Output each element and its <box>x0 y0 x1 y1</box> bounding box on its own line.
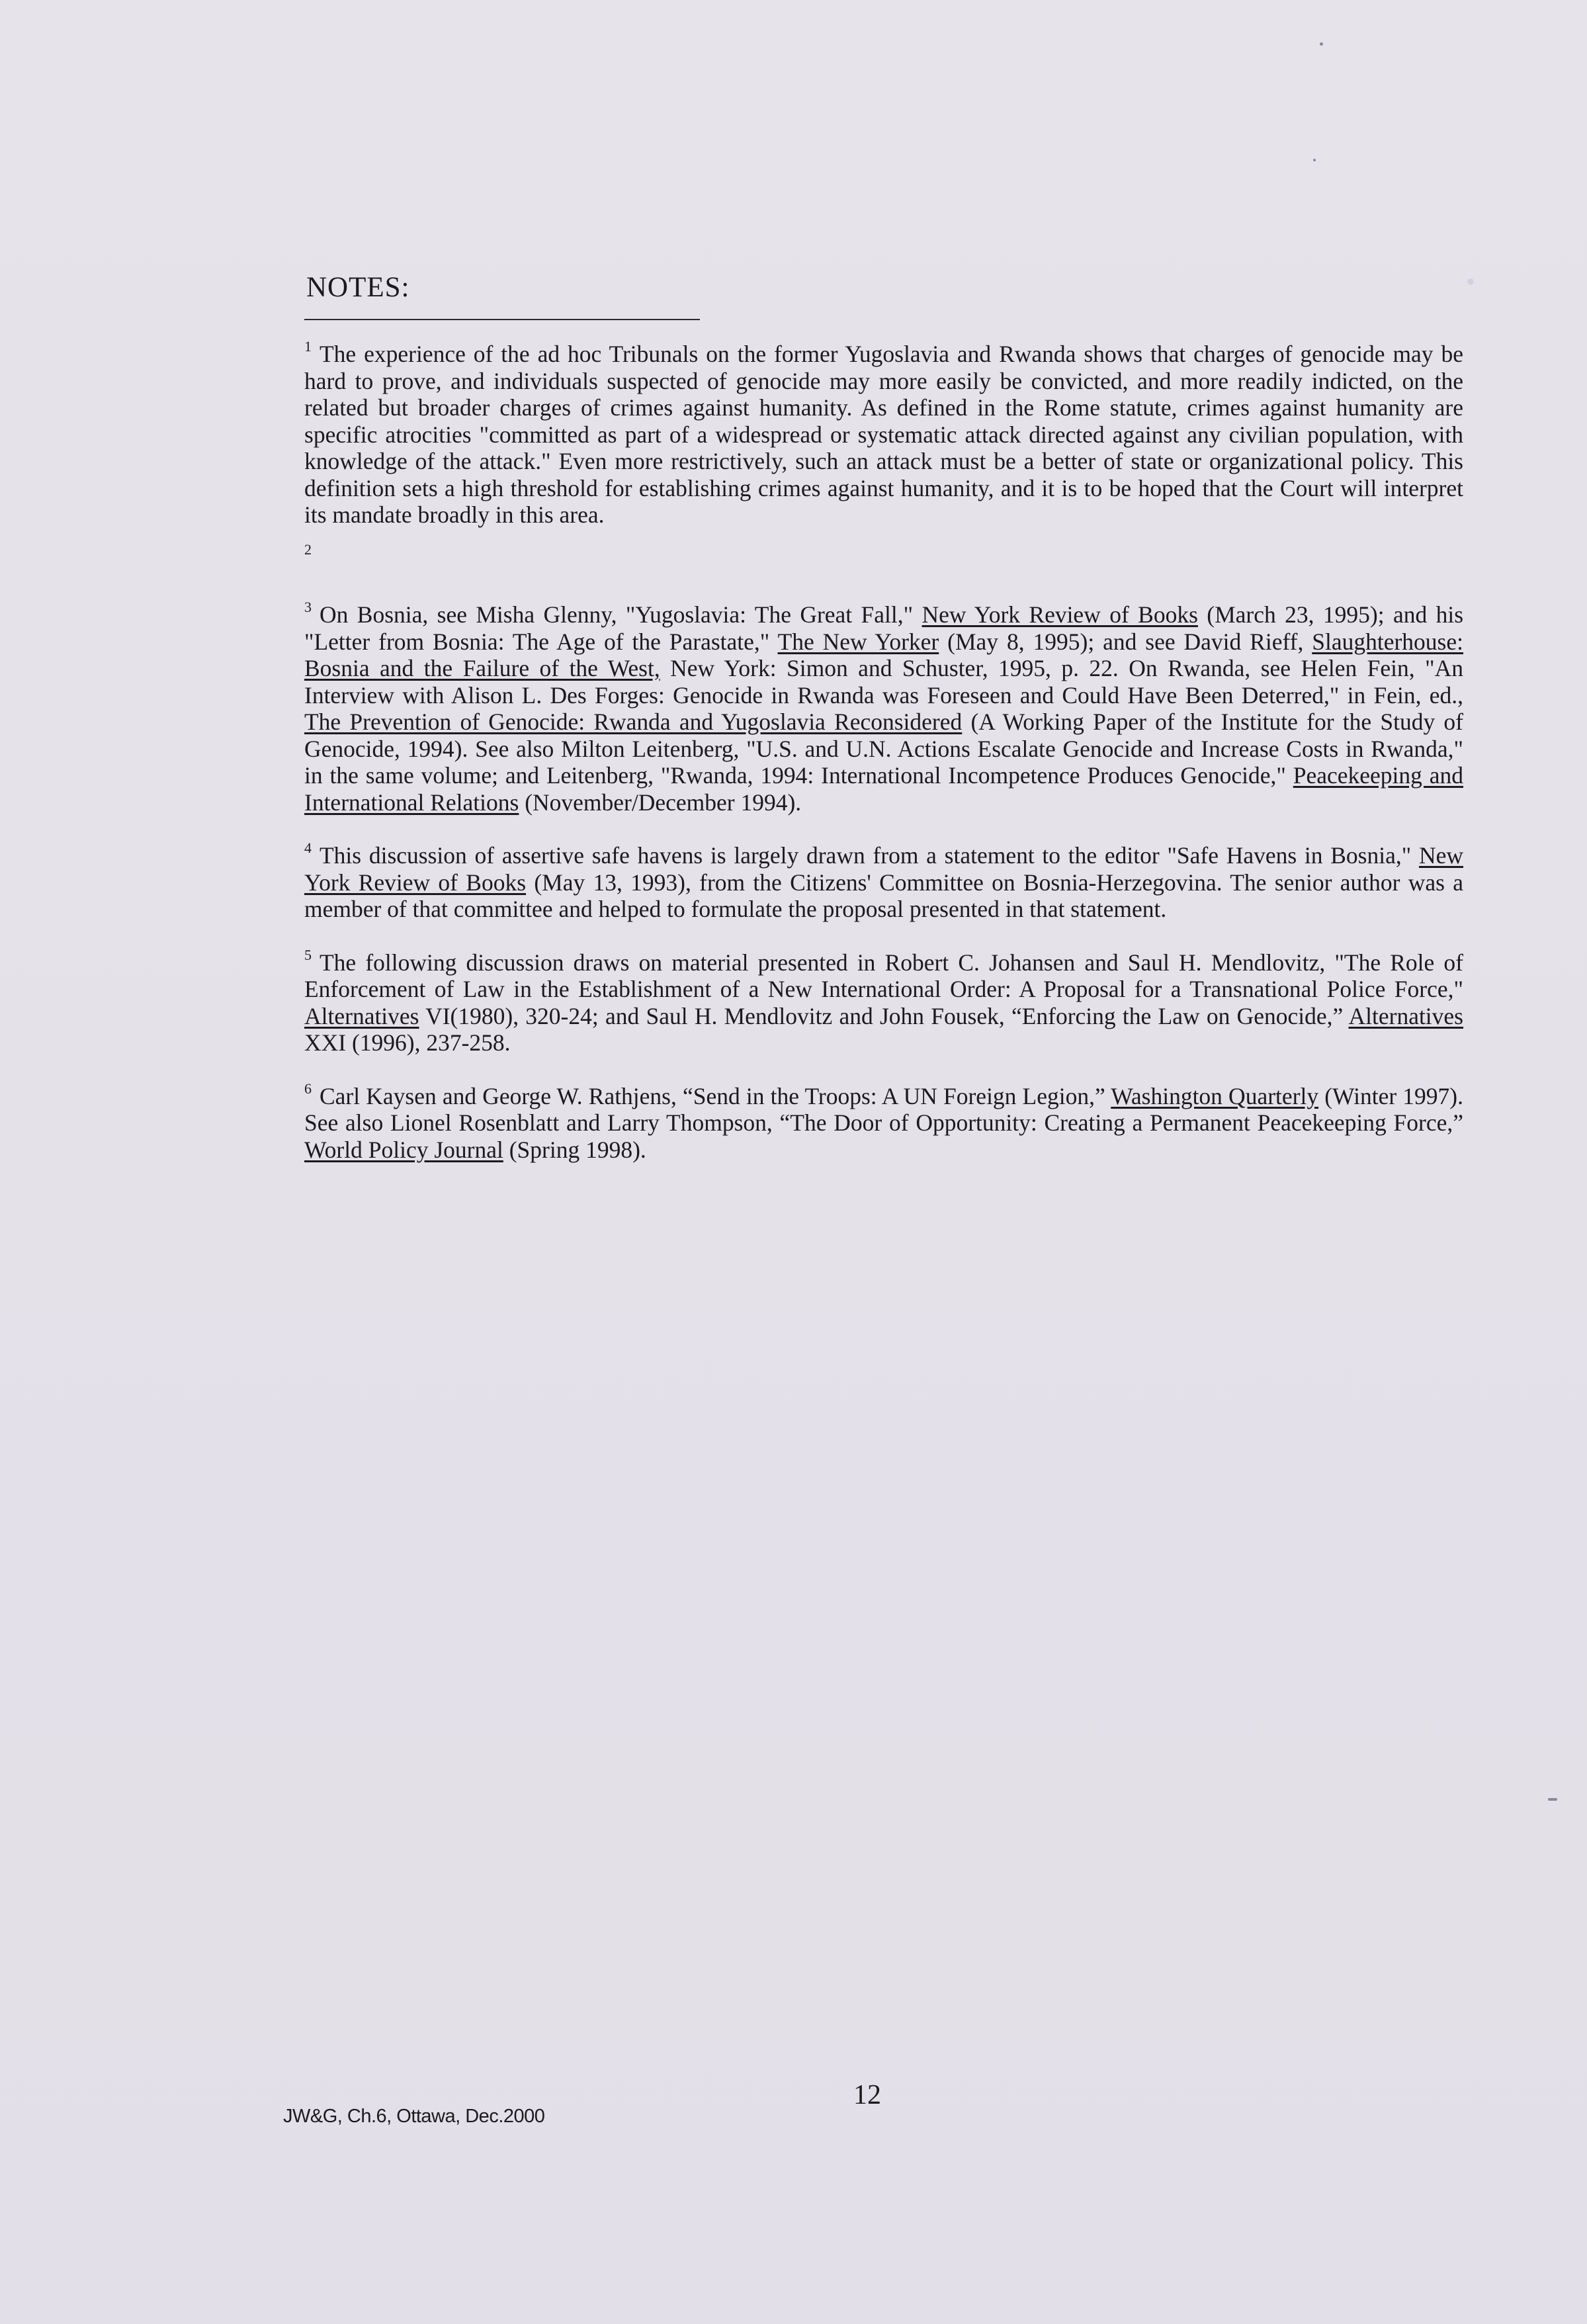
cited-title: Alternatives <box>1348 1002 1463 1029</box>
paper-speck <box>1548 1798 1557 1801</box>
footnote-4 <box>304 839 1463 923</box>
notes-heading: NOTES: <box>306 272 410 303</box>
footnote-3 <box>304 601 1463 816</box>
cited-title: Slaughterhouse: Bosnia and the Failure of the West, <box>304 628 1463 681</box>
cited-title: The New Yorker <box>777 628 939 655</box>
footnote-number: 3 <box>304 599 312 615</box>
cited-title: World Policy Journal <box>304 1136 503 1163</box>
paper-speck <box>1313 159 1316 161</box>
heading-rule <box>304 319 700 320</box>
footnote-1 <box>304 338 1463 529</box>
footnote-text: On Bosnia, see Misha Glenny, "Yugoslavia: The Great Fall," <box>320 601 922 628</box>
footnote-text: (November/December 1994). <box>519 789 802 816</box>
cited-title: New York Review of Books <box>922 601 1198 628</box>
footnote-text: This discussion of assertive safe havens is largely drawn from a statement to the editor "Safe Havens in Bosnia," <box>320 842 1419 869</box>
footnote-text: (March 23, 1995); and his "Letter from Bosnia: The Age of the Parastate," <box>304 601 1464 655</box>
footnote-text: (A Working Paper of the Institute for the Study of Genocide, 1994). See also Milton Leitenberg, "U.S. and U.N. Actions Escalate Genocide and Increase Costs in Rwanda," in the same volume; and Leitenberg, "Rwanda, 1994: International Incompetence Produces Genocide," <box>304 709 1463 789</box>
footnote-text: (Winter 1997). See also Lionel Rosenblatt and Larry Thompson, “The Door of Opportunity: Creating a Permanent Peacekeeping Force,” <box>304 1082 1463 1136</box>
cited-title: Washington Quarterly <box>1111 1082 1319 1109</box>
footnote-text: (Spring 1998). <box>503 1136 646 1163</box>
footnote-number: 1 <box>304 338 312 355</box>
footnote-text: XXI (1996), 237-258. <box>304 1029 511 1056</box>
notes-list <box>304 338 1464 1189</box>
footer-citation: JW&G, Ch.6, Ottawa, Dec.2000 <box>283 2106 545 2127</box>
footnote-text: The following discussion draws on material presented in Robert C. Johansen and Saul H. Mendlovitz, "The Role of Enforcement of Law in the Establishment of a New International Order: A Proposal for a Transnational Police Force," <box>304 949 1463 1002</box>
footnote-number: 6 <box>304 1080 312 1097</box>
footnote-text: (May 13, 1993), from the Citizens' Committee on Bosnia-Herzegovina. The senior author was a member of that committee and helped to formulate the proposal presented in that statement. <box>304 869 1463 922</box>
cited-title: Peacekeeping and International Relations <box>304 762 1464 816</box>
footnote-text: (May 8, 1995); and see David Rieff, <box>939 628 1312 655</box>
footnote-2 <box>304 540 1463 574</box>
page-number: 12 <box>853 2080 881 2110</box>
footnote-6 <box>304 1080 1463 1164</box>
footnote-text: Carl Kaysen and George W. Rathjens, “Send in the Troops: A UN Foreign Legion,” <box>320 1082 1111 1109</box>
footnote-text: New York: Simon and Schuster, 1995, p. 22. On Rwanda, see Helen Fein, "An Interview with Alison L. Des Forges: Genocide in Rwanda was Foreseen and Could Have Been Deterred," in Fein, ed., <box>304 655 1463 709</box>
footnote-number: 4 <box>304 839 312 856</box>
footnote-text: VI(1980), 320-24; and Saul H. Mendlovitz and John Fousek, “Enforcing the Law on Genocide,” <box>419 1002 1349 1029</box>
footnote-text: The experience of the ad hoc Tribunals on the former Yugoslavia and Rwanda shows that charges of genocide may be hard to prove, and individuals suspected of genocide may more easily be convicted, and more readily indicted, on the related but broader charges of crimes against humanity. As defined in the Rome statute, crimes against humanity are specific atrocities "committed as part of a widespread or systematic attack directed against any civilian population, with knowledge of the attack." Even more restrictively, such an attack must be a better of state or organizational policy. This definition sets a high threshold for establishing crimes against humanity, and it is to be hoped that the Court will interpret its mandate broadly in this area. <box>304 341 1463 528</box>
footnote-number: 5 <box>304 946 312 963</box>
footnote-5 <box>304 946 1463 1056</box>
footnote-number: 2 <box>304 540 312 558</box>
cited-title: Alternatives <box>304 1002 419 1029</box>
cited-title: The Prevention of Genocide: Rwanda and Yugoslavia Reconsidered <box>304 709 963 735</box>
cited-title: New York Review of Books <box>304 842 1463 896</box>
bleed-through-texture: • <box>824 267 1475 296</box>
paper-speck <box>1320 42 1323 46</box>
